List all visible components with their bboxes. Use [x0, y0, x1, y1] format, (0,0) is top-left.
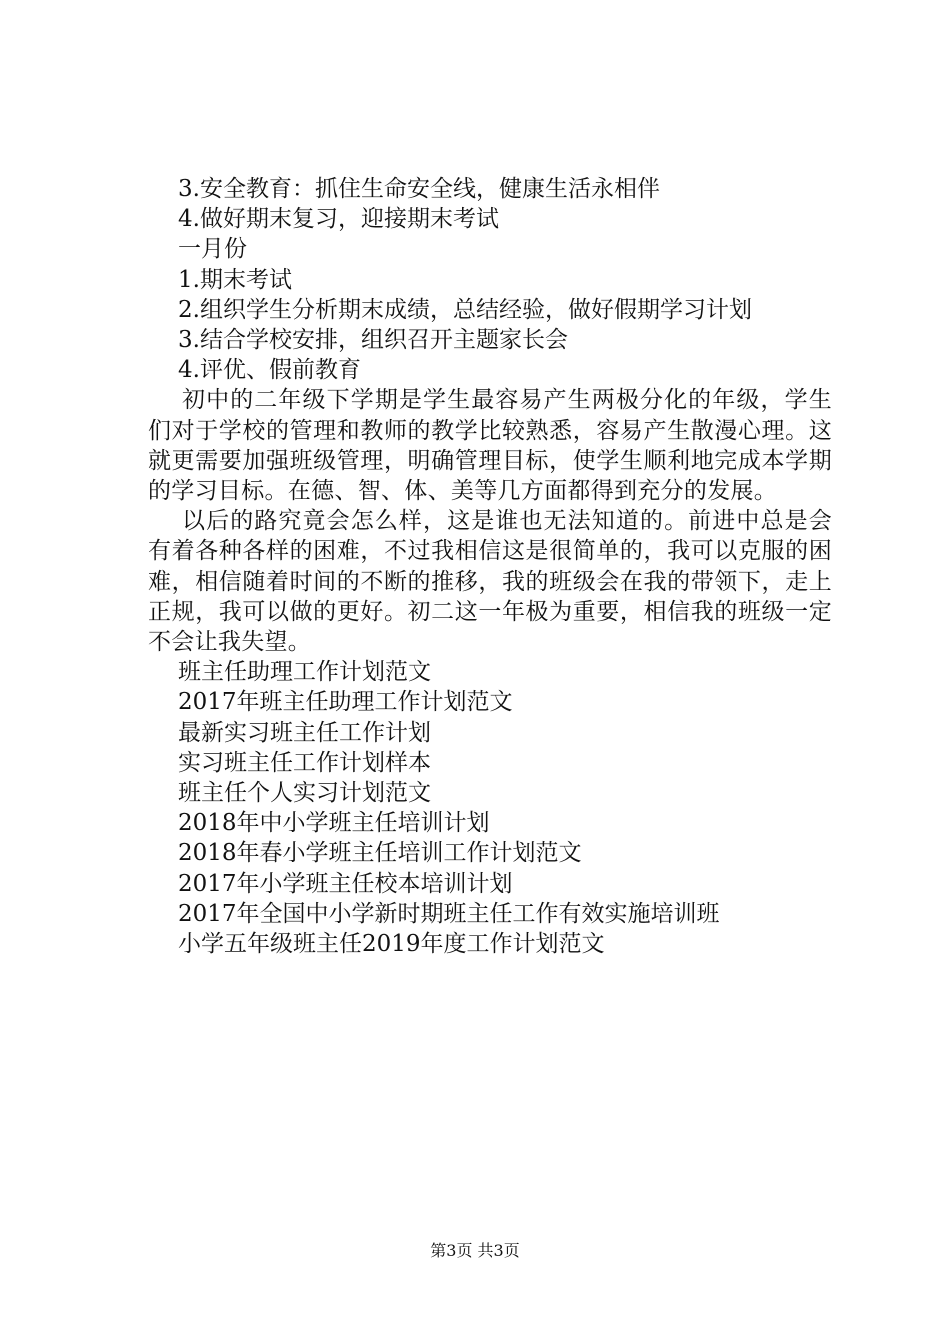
body-paragraph: 初中的二年级下学期是学生最容易产生两极分化的年级，学生们对于学校的管理和教师的教学比较熟悉，容易产生散漫心理。这就更需要加强班级管理，明确管理目标，使学生顺利地完成本学期的学习目标。在德、智、体、美等几方面都得到充分的发展。	[148, 387, 832, 505]
list-item: 3.结合学校安排，组织召开主题家长会	[178, 327, 568, 354]
list-item: 4.做好期末复习，迎接期末考试	[178, 206, 499, 233]
related-link[interactable]: 2017年全国中小学新时期班主任工作有效实施培训班	[178, 900, 720, 927]
related-link[interactable]: 小学五年级班主任2019年度工作计划范文	[178, 931, 605, 958]
list-item: 3.安全教育：抓住生命安全线，健康生活永相伴	[178, 176, 660, 202]
document-body	[148, 174, 832, 959]
related-link[interactable]: 实习班主任工作计划样本	[178, 749, 431, 776]
related-link[interactable]: 2017年小学班主任校本培训计划	[178, 870, 513, 897]
related-link[interactable]: 班主任助理工作计划范文	[178, 659, 431, 686]
list-item: 4.评优、假前教育	[178, 357, 361, 384]
list-item: 1.期末考试	[178, 266, 292, 293]
related-link[interactable]: 最新实习班主任工作计划	[178, 719, 431, 746]
related-link[interactable]: 2018年中小学班主任培训计划	[178, 810, 490, 837]
section-heading: 一月份	[178, 236, 247, 263]
related-link[interactable]: 2018年春小学班主任培训工作计划范文	[178, 840, 582, 867]
related-link[interactable]: 2017年班主任助理工作计划范文	[178, 689, 513, 716]
page-number-footer: 第3页 共3页	[430, 1241, 520, 1260]
related-link[interactable]: 班主任个人实习计划范文	[178, 780, 431, 807]
list-item: 2.组织学生分析期末成绩，总结经验，做好假期学习计划	[178, 296, 752, 323]
body-paragraph: 以后的路究竟会怎么样，这是谁也无法知道的。前进中总是会有着各种各样的困难，不过我相信这是很简单的，我可以克服的困难，相信随着时间的不断的推移，我的班级会在我的带领下，走上正规，我可以做的更好。初二这一年极为重要，相信我的班级一定不会让我失望。	[148, 508, 832, 656]
